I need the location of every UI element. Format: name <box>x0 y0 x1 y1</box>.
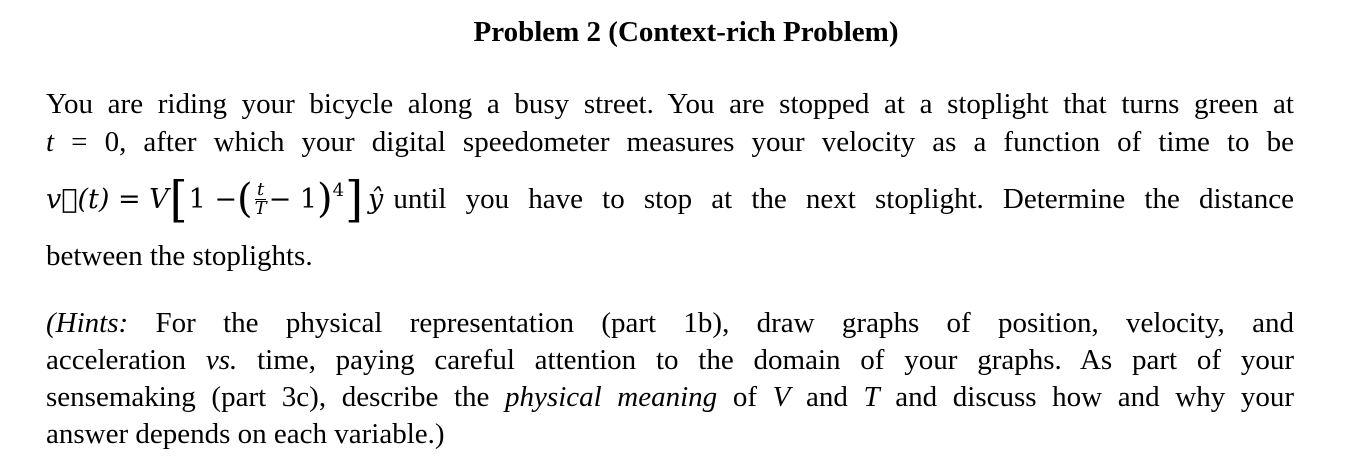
hints-var-V: V <box>772 381 791 413</box>
left-paren: ( <box>237 176 253 222</box>
hints-label: (Hints: <box>46 307 129 339</box>
hints-line-2 <box>46 342 1294 379</box>
statement-line-2-text: = 0, after which your digital speedometer measures your velocity as a function of time to be <box>54 126 1294 158</box>
fraction-numerator: t <box>257 178 265 200</box>
hints-line-3 <box>46 379 1294 416</box>
equation-exponent: 4 <box>332 180 345 201</box>
hints-vs: vs. <box>205 344 238 376</box>
velocity-equation <box>46 170 384 228</box>
problem-statement <box>46 85 1294 275</box>
statement-line-3-text: until you have to stop at the next stoplight. Determine the distance <box>393 182 1294 215</box>
hints-physical-meaning: physical meaning <box>505 381 718 413</box>
hints-paragraph <box>46 305 1294 453</box>
hints-line-3-d: and discuss how and why your <box>879 381 1294 413</box>
equation-one: 1 − <box>188 183 238 215</box>
time-variable: t <box>46 126 55 158</box>
unit-vector-y: ŷ <box>368 183 384 215</box>
statement-line-2 <box>46 123 1294 161</box>
left-bracket: [ <box>169 170 188 228</box>
equation-fraction <box>254 178 267 219</box>
hints-line-3-c: and <box>790 381 864 413</box>
right-paren: ) <box>317 176 333 222</box>
hints-line-3-a: sensemaking (part 3c), describe the <box>46 381 506 413</box>
statement-line-1: You are riding your bicycle along a busy street. You are stopped at a stoplight that turns green at <box>46 88 1294 120</box>
statement-line-3 <box>46 161 1294 237</box>
fraction-denominator: T <box>254 197 267 219</box>
equation-lhs: v⃗(t) = V <box>46 183 169 215</box>
right-bracket: ] <box>345 170 364 228</box>
hints-line-1 <box>46 305 1294 342</box>
equation-minus-one: − 1 <box>268 183 318 215</box>
statement-line-4: between the stoplights. <box>46 240 313 272</box>
hints-line-2-a: acceleration <box>46 344 206 376</box>
hints-var-T: T <box>863 381 880 413</box>
problem-title: Problem 2 (Context-rich Problem) <box>473 16 899 48</box>
hints-line-2-b: time, paying careful attention to the domain of your graphs. As part of your <box>237 344 1294 376</box>
hints-line-1-text: For the physical representation (part 1b), draw graphs of position, velocity, and <box>128 307 1294 339</box>
hints-line-4: answer depends on each variable.) <box>46 418 445 450</box>
hints-line-3-b: of <box>717 381 773 413</box>
